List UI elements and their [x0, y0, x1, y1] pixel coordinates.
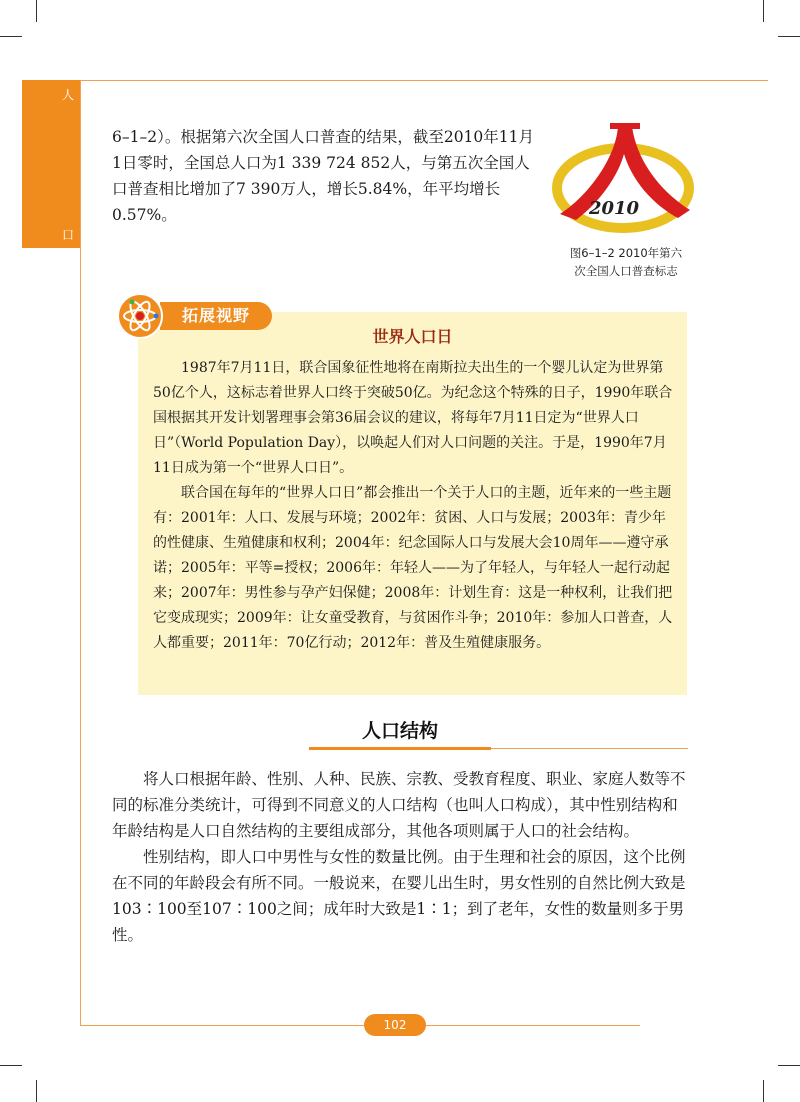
crop-mark — [763, 0, 764, 22]
left-rule — [80, 80, 81, 1025]
extension-paragraph-2: 联合国在每年的“世界人口日”都会推出一个关于人口的主题，近年来的一些主题有：2001年：人口、发展与环境；2002年：贫困、人口与发展；2003年：青少年的性健康、生殖健康和权利；2004年：纪念国际人口与发展大会10周年——遵守承诺；2005年：平等=授权；2006年：年轻人——为了年轻人，与年轻人一起行动起来；2007年：男性参与孕产妇保健；2008年：计划生育：这是一种权利，让我们把它变成现实；2009年：让女童受教育，与贫困作斗争；2010年：参加人口普查，人人都重要；2011年：70亿行动；2012年：普及生殖健康服务。 — [153, 485, 673, 651]
figure-caption — [555, 244, 697, 280]
crop-mark — [778, 36, 800, 37]
crop-mark — [0, 36, 22, 37]
page-number: 102 — [364, 1014, 426, 1036]
section-title-rule-accent — [309, 747, 491, 750]
extension-title: 世界人口日 — [372, 327, 453, 346]
crop-mark — [778, 1065, 800, 1066]
extension-body — [153, 356, 673, 656]
figure-caption-line1: 图6–1–2 2010年第六 — [569, 246, 683, 260]
extension-label: 拓展视野 — [160, 302, 272, 330]
side-tab-char-bottom: 口 — [62, 228, 75, 242]
logo-year-text: 2010 — [588, 198, 640, 219]
crop-mark — [763, 1080, 764, 1102]
extension-paragraph-1: 1987年7月11日，联合国象征性地将在南斯拉夫出生的一个婴儿认定为世界第50亿个人，这标志着世界人口终于突破50亿。为纪念这个特殊的日子，1990年联合国根据其开发计划署理事会第36届会议的建议，将每年7月11日定为“世界人口日”（World Population Day），以唤起人们对人口问题的关注。于是，1990年7月11日成为第一个“世界人口日”。 — [153, 360, 673, 476]
side-tab-char-top: 人 — [62, 88, 75, 102]
section-body — [112, 766, 690, 948]
bottom-rule — [80, 1025, 640, 1026]
section-paragraph-2: 性别结构，即人口中男性与女性的数量比例。由于生理和社会的原因，这个比例在不同的年龄段会有所不同。一般说来，在婴儿出生时，男女性别的自然比例大致是103∶100至107∶100之间；成年时大致是1∶1；到了老年，女性的数量则多于男性。 — [112, 848, 686, 944]
crop-mark — [0, 1065, 22, 1066]
top-rule — [80, 80, 768, 81]
section-paragraph-1: 将人口根据年龄、性别、人种、民族、宗教、受教育程度、职业、家庭人数等不同的标准分类统计，可得到不同意义的人口结构（也叫人口构成），其中性别结构和年龄结构是人口自然结构的主要组成部分，其他各项则属于人口的社会结构。 — [112, 770, 686, 840]
figure-caption-line2: 次全国人口普查标志 — [574, 264, 678, 278]
crop-mark — [36, 1080, 37, 1102]
census-logo-image — [548, 118, 698, 236]
chapter-side-tab — [22, 80, 80, 248]
section-title: 人口结构 — [361, 720, 438, 742]
intro-paragraph: 6–1–2）。根据第六次全国人口普查的结果，截至2010年11月1日零时，全国总人口为1 339 724 852人，与第五次全国人口普查相比增加了7 390万人，增长5.84%，年平均增长0.57%。 — [112, 128, 535, 224]
crop-mark — [36, 0, 37, 22]
